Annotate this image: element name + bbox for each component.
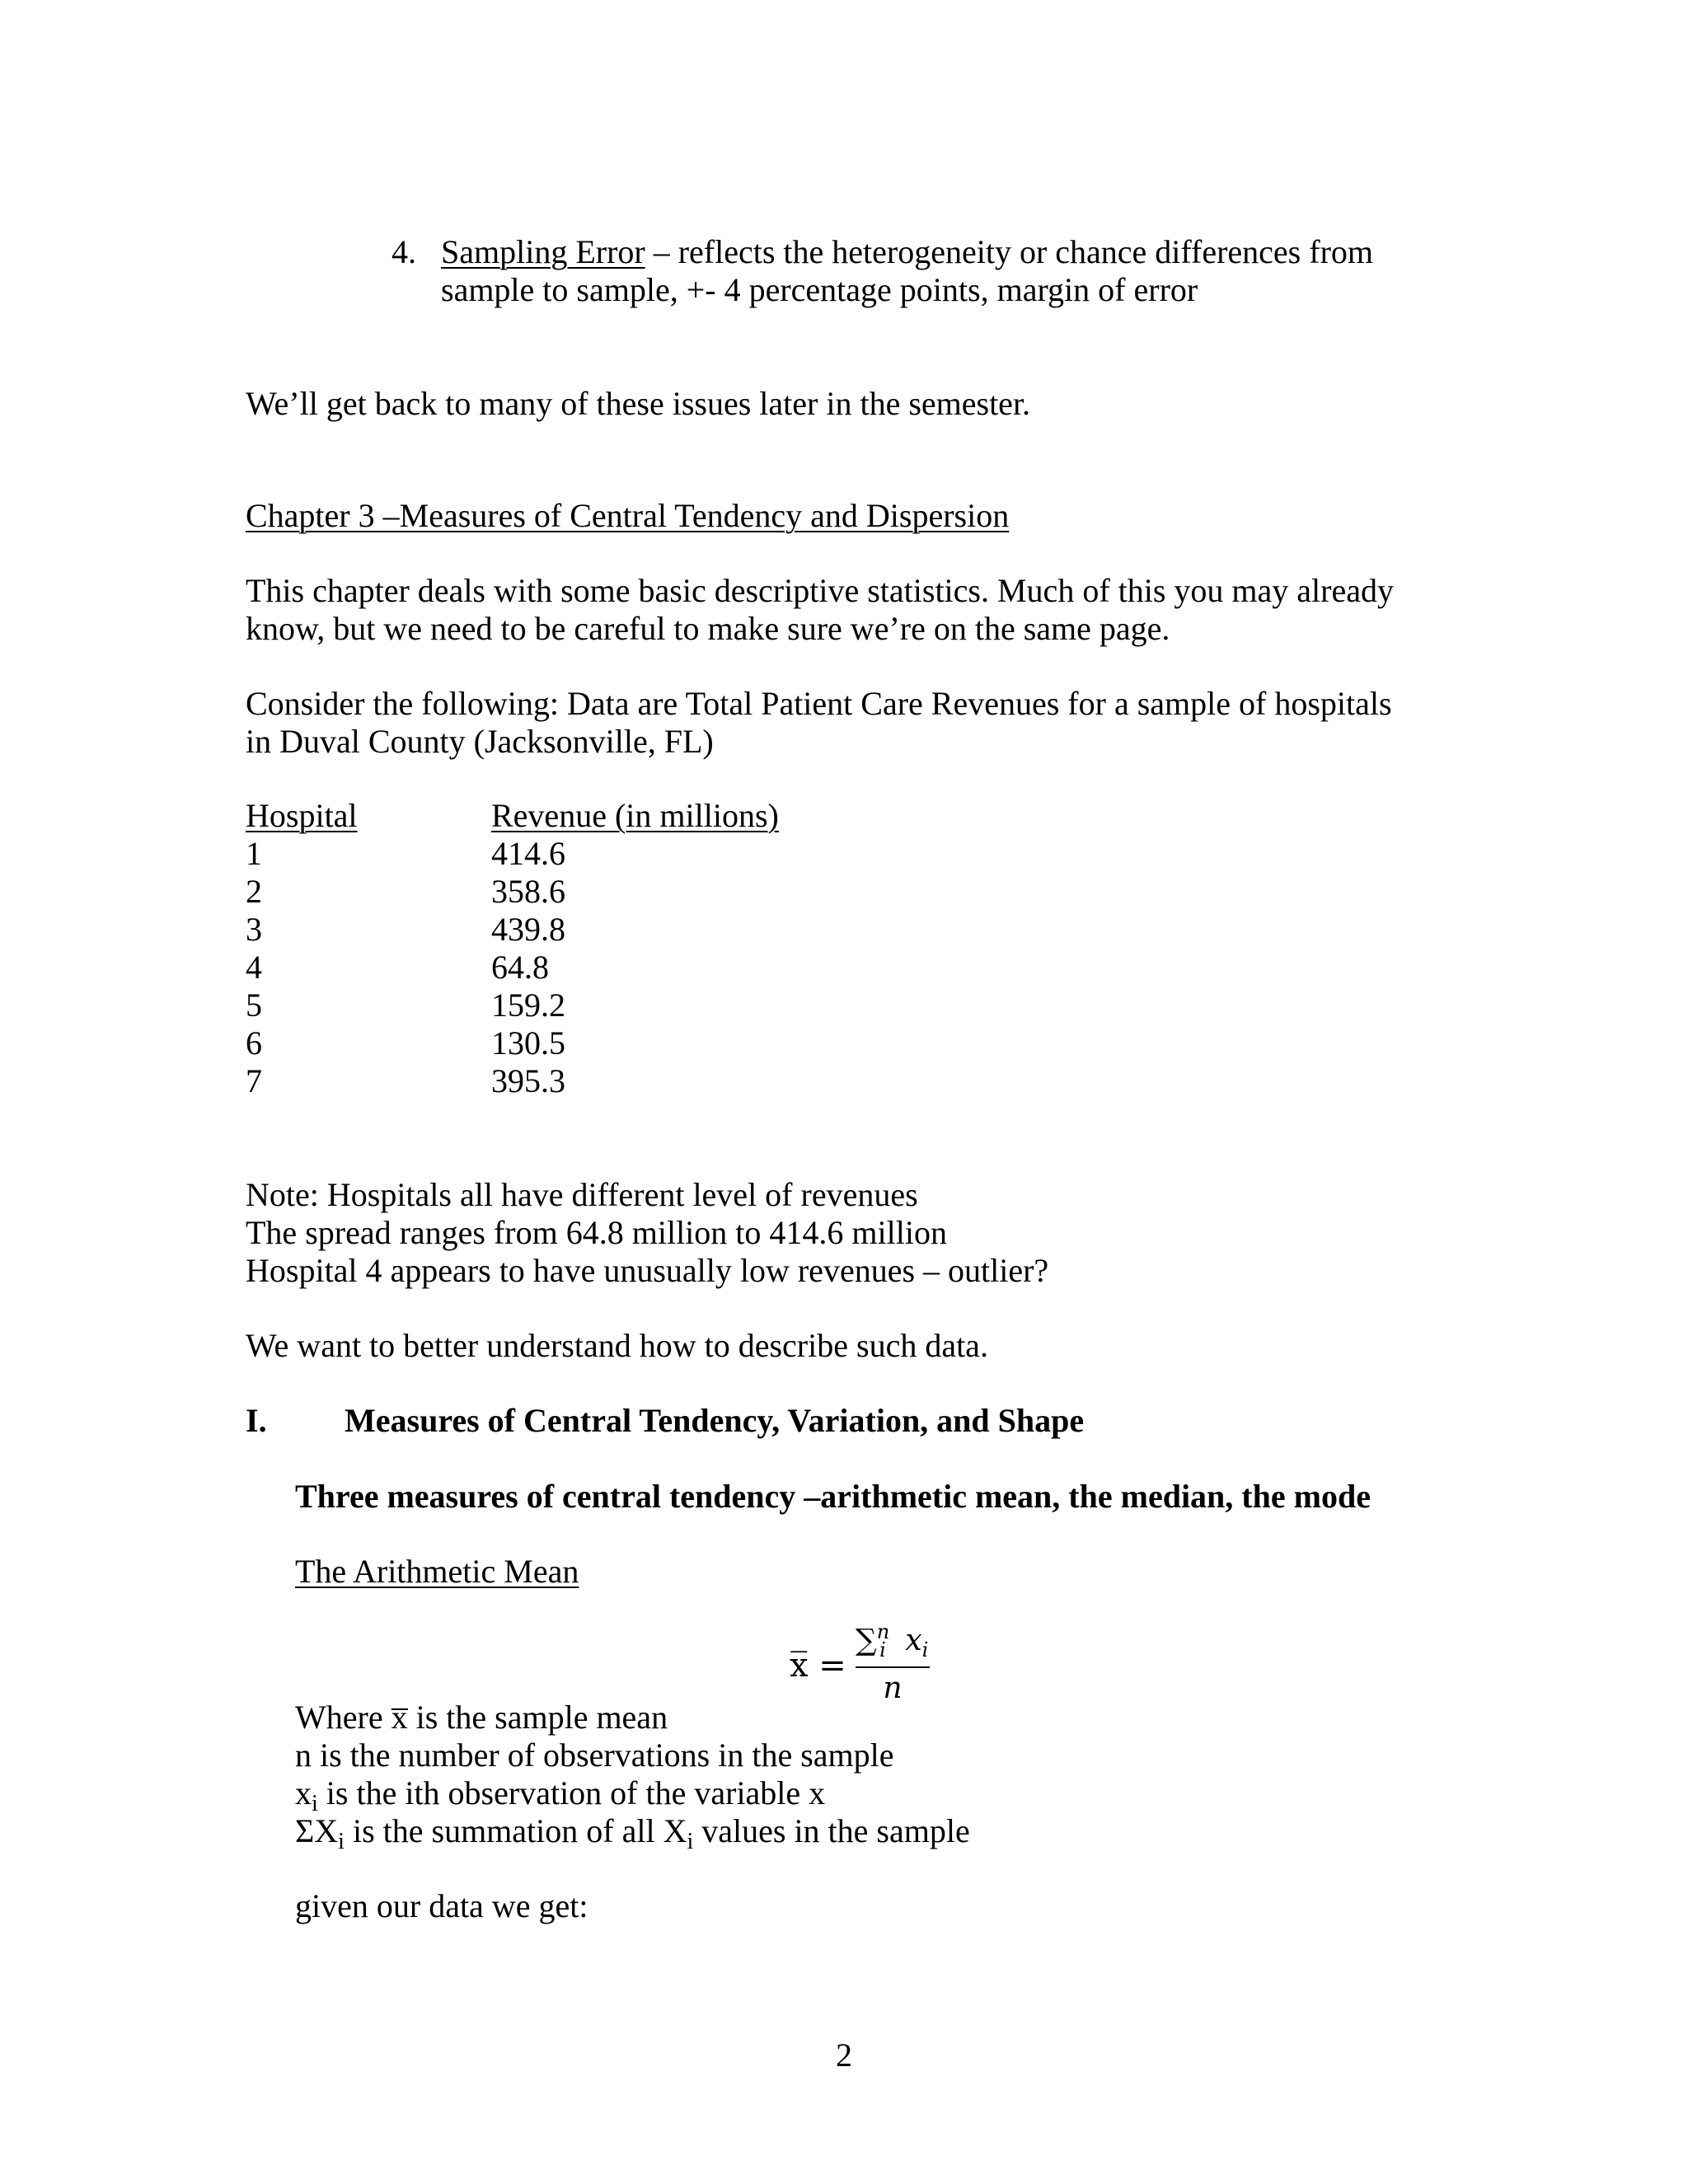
table-cell-revenue: 130.5	[491, 1024, 565, 1062]
consider-line-1: Consider the following: Data are Total Patient Care Revenues for a sample of hospitals	[246, 685, 1392, 722]
formula-numerator	[856, 1620, 929, 1661]
table-cell-revenue: 358.6	[491, 873, 565, 910]
sampling-error-paragraph	[441, 233, 1373, 309]
definition-line-1: Where x̅ is the sample mean	[295, 1699, 668, 1736]
table-cell-hospital: 7	[246, 1062, 262, 1099]
table-cell-revenue: 414.6	[491, 835, 565, 872]
fraction-bar	[856, 1666, 930, 1668]
summand-variable: x	[905, 1624, 922, 1657]
arithmetic-mean-title: The Arithmetic Mean	[295, 1553, 579, 1590]
definition-line-2: n is the number of observations in the sample	[295, 1736, 894, 1774]
three-measures-heading: Three measures of central tendency –arithmetic mean, the median, the mode	[295, 1478, 1371, 1515]
formula-denominator: n	[883, 1671, 903, 1705]
formula-lhs: x̅ =	[790, 1647, 846, 1685]
table-cell-hospital: 2	[246, 873, 262, 910]
table-cell-revenue: 439.8	[491, 911, 565, 948]
table-header-row	[246, 797, 905, 835]
note-line-1: Note: Hospitals all have different level of revenues	[246, 1176, 918, 1213]
table-row	[246, 911, 905, 949]
table-header-revenue: Revenue (in millions)	[491, 797, 779, 834]
table-cell-revenue: 159.2	[491, 987, 565, 1024]
note-paragraph	[246, 1176, 1048, 1290]
summation-upper: n	[876, 1620, 890, 1643]
summation-lower: i	[879, 1638, 886, 1661]
table-header-hospital: Hospital	[246, 797, 358, 834]
sampling-error-text-2: sample to sample, +- 4 percentage points, margin of error	[441, 271, 1198, 308]
table-cell-revenue: 395.3	[491, 1062, 565, 1099]
consider-line-2: in Duval County (Jacksonville, FL)	[246, 723, 714, 760]
want-text: We want to better understand how to describe such data.	[246, 1327, 988, 1364]
consider-paragraph	[246, 685, 1392, 761]
table-row	[246, 873, 905, 911]
section-numeral: I.	[246, 1402, 267, 1439]
intro-line-2: know, but we need to be careful to make sure we’re on the same page.	[246, 610, 1170, 647]
definition-line-3: $x_i$ is the ith observation of the variable x	[295, 1774, 826, 1816]
table-row	[246, 1062, 905, 1100]
note-line-3: Hospital 4 appears to have unusually low revenues – outlier?	[246, 1252, 1049, 1289]
intro-paragraph	[246, 572, 1394, 648]
table-row	[246, 987, 905, 1024]
page-number: 2	[836, 2036, 852, 2074]
chapter-title: Chapter 3 –Measures of Central Tendency and Dispersion	[246, 497, 1010, 534]
table-cell-hospital: 6	[246, 1024, 262, 1062]
sampling-error-term: Sampling Error	[441, 233, 645, 270]
table-row	[246, 1024, 905, 1062]
sampling-error-text-1: – reflects the heterogeneity or chance differences from	[645, 233, 1373, 270]
getback-text: We’ll get back to many of these issues later in the semester.	[246, 385, 1031, 422]
table-cell-hospital: 1	[246, 835, 262, 872]
table-cell-hospital: 4	[246, 949, 262, 986]
given-text: given our data we get:	[295, 1887, 588, 1924]
definitions-block	[295, 1699, 970, 1854]
summand-subscript: i	[921, 1638, 929, 1661]
section-title: Measures of Central Tendency, Variation, and Shape	[345, 1402, 1085, 1439]
note-line-2: The spread ranges from 64.8 million to 414.6 million	[246, 1214, 947, 1251]
list-number: 4.	[392, 233, 416, 270]
table-row	[246, 835, 905, 873]
summation-symbol: ∑	[856, 1624, 877, 1657]
table-cell-revenue: 64.8	[491, 949, 549, 986]
table-cell-hospital: 3	[246, 911, 262, 948]
table-cell-hospital: 5	[246, 987, 262, 1024]
xbar-symbol: x̅	[391, 1699, 408, 1736]
table-row	[246, 949, 905, 987]
intro-line-1: This chapter deals with some basic descriptive statistics. Much of this you may already	[246, 572, 1394, 609]
definition-line-4: $\Sigma X_i$ is the summation of all $X_i$ values in the sample	[295, 1812, 970, 1854]
